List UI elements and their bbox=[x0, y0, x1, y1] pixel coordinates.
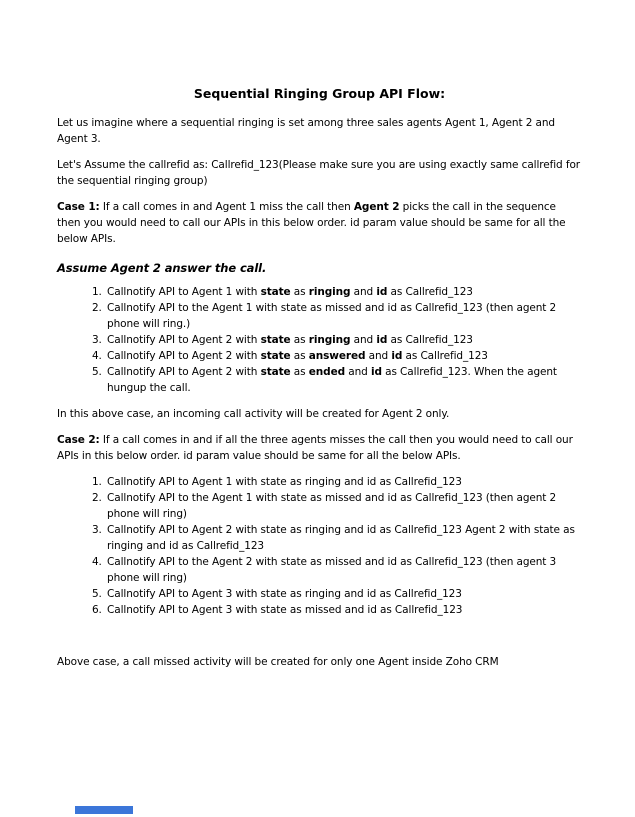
case2-step-6: 6. Callnotify API to Agent 3 with state as missed and id as Callrefid_123 bbox=[105, 602, 582, 618]
case1-step-5: 5. Callnotify API to Agent 2 with state as ended and id as Callrefid_123. When the agent hungup the call. bbox=[105, 364, 582, 396]
page-footer-accent-bar bbox=[75, 806, 133, 814]
case2-step-2: 2. Callnotify API to the Agent 1 with state as missed and id as Callrefid_123 (then agent 2 phone will ring) bbox=[105, 490, 582, 522]
case2-step-3: 3. Callnotify API to Agent 2 with state as ringing and id as Callrefid_123 Agent 2 with state as ringing and id as Callrefid_123 bbox=[105, 522, 582, 554]
intro-paragraph: Let us imagine where a sequential ringing is set among three sales agents Agent 1, Agent 2 and Agent 3. bbox=[57, 117, 555, 145]
case1-step-1: 1. Callnotify API to Agent 1 with state as ringing and id as Callrefid_123 bbox=[105, 284, 582, 300]
case1-step-4: 4. Callnotify API to Agent 2 with state as answered and id as Callrefid_123 bbox=[105, 348, 582, 364]
case2-step-1: 1. Callnotify API to Agent 1 with state as ringing and id as Callrefid_123 bbox=[105, 474, 582, 490]
case2-intro-paragraph: Case 2: If a call comes in and if all the three agents misses the call then you would need to call our APIs in this below order. id param value should be same for all the below APIs. bbox=[57, 434, 573, 462]
closing-note-paragraph: Above case, a call missed activity will be created for only one Agent inside Zoho CRM bbox=[57, 656, 499, 668]
case1-note-paragraph: In this above case, an incoming call activity will be created for Agent 2 only. bbox=[57, 408, 450, 420]
document-title: Sequential Ringing Group API Flow: bbox=[193, 86, 446, 101]
case2-steps-list bbox=[57, 474, 582, 618]
callrefid-paragraph: Let's Assume the callrefid as: Callrefid_123(Please make sure you are using exactly same callrefid for the sequential ringing group) bbox=[57, 159, 580, 187]
case1-step-3: 3. Callnotify API to Agent 2 with state as ringing and id as Callrefid_123 bbox=[105, 332, 582, 348]
case1-steps-list bbox=[57, 284, 582, 396]
case2-step-4: 4. Callnotify API to the Agent 2 with state as missed and id as Callrefid_123 (then agent 3 phone will ring) bbox=[105, 554, 582, 586]
case1-step-2: 2. Callnotify API to the Agent 1 with state as missed and id as Callrefid_123 (then agent 2 phone will ring.) bbox=[105, 300, 582, 332]
case1-intro-paragraph: Case 1: If a call comes in and Agent 1 miss the call then Agent 2 picks the call in the sequence then you would need to call our APIs in this below order. id param value should be same for all the below APIs. bbox=[57, 201, 566, 245]
case2-step-5: 5. Callnotify API to Agent 3 with state as ringing and id as Callrefid_123 bbox=[105, 586, 582, 602]
case1-assume-heading: Assume Agent 2 answer the call. bbox=[57, 261, 267, 275]
